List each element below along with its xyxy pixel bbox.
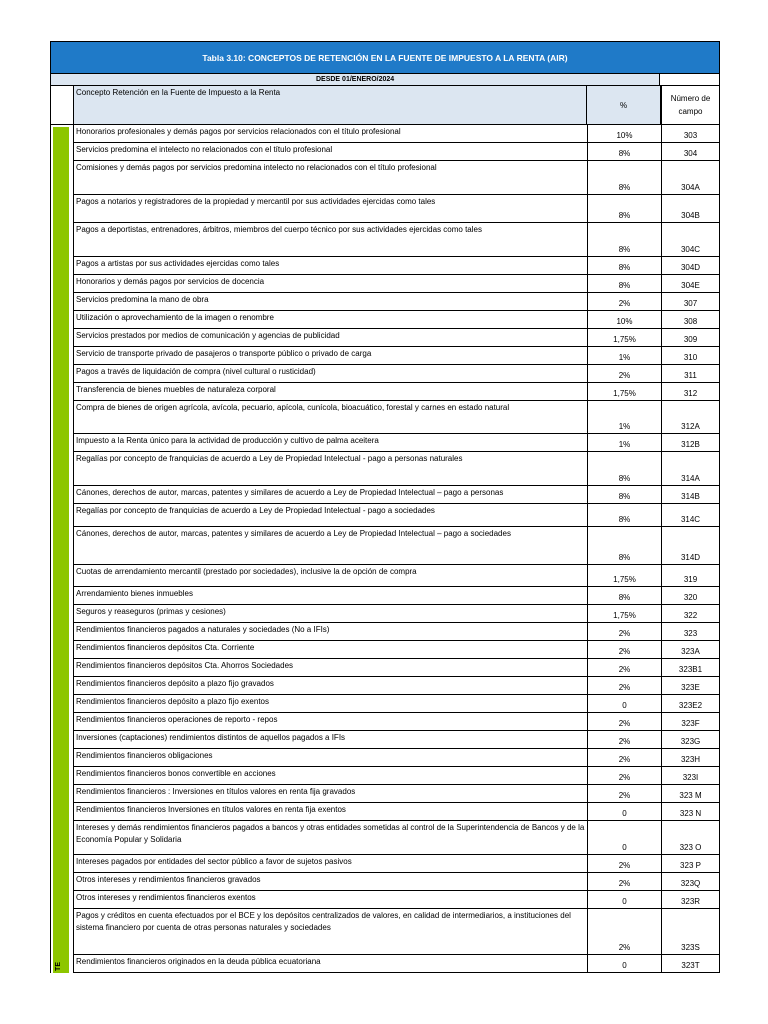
concept-cell: Rendimientos financieros depósito a plazo fijo gravados — [73, 677, 587, 695]
table-row — [73, 401, 720, 434]
field-number-cell: 323 O — [661, 821, 720, 855]
concept-cell: Servicios predomina el intelecto no relacionados con el título profesional — [73, 143, 587, 161]
table-row — [73, 125, 720, 143]
field-number-cell: 310 — [661, 347, 720, 365]
concept-cell: Rendimientos financieros depósitos Cta. Ahorros Sociedades — [73, 659, 587, 677]
concept-cell: Intereses y demás rendimientos financieros pagados a bancos y otras entidades sometidas al control de la Superintendencia de Bancos y de la Economía Popular y Solidaria — [73, 821, 587, 855]
percent-cell: 8% — [587, 486, 661, 504]
concept-cell: Compra de bienes de origen agrícola, avícola, pecuario, apícola, cunícola, bioacuático, forestal y carnes en estado natural — [73, 401, 587, 434]
table-row — [73, 749, 720, 767]
percent-cell: 2% — [587, 677, 661, 695]
percent-cell: 2% — [587, 713, 661, 731]
percent-cell: 2% — [587, 731, 661, 749]
table-row — [73, 891, 720, 909]
table-row — [73, 329, 720, 347]
concept-cell: Rendimientos financieros pagados a naturales y sociedades (No a IFIs) — [73, 623, 587, 641]
field-number-cell: 323Q — [661, 873, 720, 891]
percent-cell: 2% — [587, 641, 661, 659]
field-number-cell: 304D — [661, 257, 720, 275]
percent-cell: 8% — [587, 143, 661, 161]
field-number-cell: 320 — [661, 587, 720, 605]
concept-cell: Impuesto a la Renta único para la actividad de producción y cultivo de palma aceitera — [73, 434, 587, 452]
header-field-number: Número de campo — [661, 86, 720, 125]
percent-cell: 0 — [587, 821, 661, 855]
percent-cell: 1% — [587, 434, 661, 452]
concept-cell: Seguros y reaseguros (primas y cesiones) — [73, 605, 587, 623]
percent-cell: 2% — [587, 749, 661, 767]
percent-cell: 0 — [587, 695, 661, 713]
table-row — [73, 695, 720, 713]
concept-cell: Regalías por concepto de franquicias de acuerdo a Ley de Propiedad Intelectual - pago a personas naturales — [73, 452, 587, 486]
table-row — [73, 909, 720, 955]
table-row — [73, 855, 720, 873]
field-number-cell: 323G — [661, 731, 720, 749]
table-title: Tabla 3.10: CONCEPTOS DE RETENCIÓN EN LA FUENTE DE IMPUESTO A LA RENTA (AIR) — [50, 41, 720, 74]
concept-cell: Otros intereses y rendimientos financieros exentos — [73, 891, 587, 909]
percent-cell: 2% — [587, 365, 661, 383]
percent-cell: 10% — [587, 311, 661, 329]
table-row — [73, 623, 720, 641]
category-green-bar — [53, 127, 69, 973]
field-number-cell: 304C — [661, 223, 720, 257]
percent-cell: 8% — [587, 161, 661, 195]
table-row — [73, 143, 720, 161]
field-number-cell: 304A — [661, 161, 720, 195]
field-number-cell: 323I — [661, 767, 720, 785]
table-row — [73, 195, 720, 223]
category-sidebar — [50, 125, 73, 973]
field-number-cell: 314D — [661, 527, 720, 565]
field-number-cell: 323E2 — [661, 695, 720, 713]
table-row — [73, 347, 720, 365]
field-number-cell: 308 — [661, 311, 720, 329]
table-row — [73, 486, 720, 504]
table-row — [73, 731, 720, 749]
concept-cell: Rendimientos financieros Inversiones en títulos valores en renta fija exentos — [73, 803, 587, 821]
percent-cell: 2% — [587, 909, 661, 955]
percent-cell: 2% — [587, 293, 661, 311]
concept-cell: Rendimientos financieros : Inversiones en títulos valores en renta fija gravados — [73, 785, 587, 803]
concept-cell: Pagos y créditos en cuenta efectuados por el BCE y los depósitos centralizados de valores, en calidad de intermediarios, a instituciones del sistema financiero por cuenta de otras personas naturales y sociedades — [73, 909, 587, 955]
field-number-cell: 312B — [661, 434, 720, 452]
category-label: TE — [55, 962, 62, 971]
field-number-cell: 309 — [661, 329, 720, 347]
table-row — [73, 605, 720, 623]
field-number-cell: 323 N — [661, 803, 720, 821]
concept-cell: Pagos a notarios y registradores de la propiedad y mercantil por sus actividades ejercidas como tales — [73, 195, 587, 223]
table-row — [73, 223, 720, 257]
percent-cell: 2% — [587, 873, 661, 891]
date-row-blank — [660, 74, 719, 86]
concept-cell: Rendimientos financieros operaciones de reporto - repos — [73, 713, 587, 731]
field-number-cell: 312A — [661, 401, 720, 434]
table-row — [73, 434, 720, 452]
table-row — [73, 383, 720, 401]
field-number-cell: 323 — [661, 623, 720, 641]
header-side-blank — [50, 86, 73, 125]
percent-cell: 1,75% — [587, 383, 661, 401]
table-row — [73, 785, 720, 803]
field-number-cell: 323B1 — [661, 659, 720, 677]
field-number-cell: 323E — [661, 677, 720, 695]
concept-cell: Intereses pagados por entidades del sector público a favor de sujetos pasivos — [73, 855, 587, 873]
concept-cell: Cánones, derechos de autor, marcas, patentes y similares de acuerdo a Ley de Propiedad Intelectual – pago a personas — [73, 486, 587, 504]
percent-cell: 0 — [587, 803, 661, 821]
field-number-cell: 311 — [661, 365, 720, 383]
percent-cell: 1,75% — [587, 605, 661, 623]
percent-cell: 8% — [587, 223, 661, 257]
concept-cell: Cánones, derechos de autor, marcas, patentes y similares de acuerdo a Ley de Propiedad Intelectual – pago a sociedades — [73, 527, 587, 565]
concept-cell: Honorarios profesionales y demás pagos por servicios relacionados con el título profesional — [73, 125, 587, 143]
field-number-cell: 323T — [661, 955, 720, 973]
field-number-cell: 323F — [661, 713, 720, 731]
table-row — [73, 527, 720, 565]
concept-cell: Servicios predomina la mano de obra — [73, 293, 587, 311]
table-row — [73, 677, 720, 695]
table-row — [73, 873, 720, 891]
table-row — [73, 311, 720, 329]
table-row — [73, 803, 720, 821]
percent-cell: 8% — [587, 504, 661, 527]
percent-cell: 8% — [587, 452, 661, 486]
concept-cell: Honorarios y demás pagos por servicios de docencia — [73, 275, 587, 293]
table-row — [73, 955, 720, 973]
field-number-cell: 304 — [661, 143, 720, 161]
field-number-cell: 319 — [661, 565, 720, 587]
percent-cell: 8% — [587, 587, 661, 605]
percent-cell: 1,75% — [587, 329, 661, 347]
retention-table — [50, 41, 720, 973]
percent-cell: 2% — [587, 659, 661, 677]
field-number-cell: 323A — [661, 641, 720, 659]
field-number-cell: 323 P — [661, 855, 720, 873]
header-concept: Concepto Retención en la Fuente de Impuesto a la Renta — [73, 86, 587, 125]
table-row — [73, 504, 720, 527]
percent-cell: 2% — [587, 785, 661, 803]
concept-cell: Rendimientos financieros bonos convertible en acciones — [73, 767, 587, 785]
percent-cell: 2% — [587, 767, 661, 785]
table-row — [73, 365, 720, 383]
field-number-cell: 314C — [661, 504, 720, 527]
header-percent: % — [587, 86, 661, 125]
concept-cell: Rendimientos financieros obligaciones — [73, 749, 587, 767]
field-number-cell: 314B — [661, 486, 720, 504]
concept-cell: Arrendamiento bienes inmuebles — [73, 587, 587, 605]
table-row — [73, 452, 720, 486]
field-number-cell: 303 — [661, 125, 720, 143]
concept-cell: Servicio de transporte privado de pasajeros o transporte público o privado de carga — [73, 347, 587, 365]
field-number-cell: 323 M — [661, 785, 720, 803]
table-body — [50, 125, 720, 973]
table-row — [73, 767, 720, 785]
field-number-cell: 323S — [661, 909, 720, 955]
table-row — [73, 821, 720, 855]
concept-cell: Cuotas de arrendamiento mercantil (prestado por sociedades), inclusive la de opción de compra — [73, 565, 587, 587]
field-number-cell: 312 — [661, 383, 720, 401]
percent-cell: 8% — [587, 257, 661, 275]
table-row — [73, 161, 720, 195]
concept-cell: Inversiones (captaciones) rendimientos distintos de aquellos pagados a IFIs — [73, 731, 587, 749]
table-header — [50, 86, 720, 125]
concept-cell: Pagos a través de liquidación de compra (nivel cultural o rusticidad) — [73, 365, 587, 383]
table-row — [73, 275, 720, 293]
concept-cell: Rendimientos financieros originados en la deuda pública ecuatoriana — [73, 955, 587, 973]
concept-cell: Rendimientos financieros depósitos Cta. Corriente — [73, 641, 587, 659]
percent-cell: 2% — [587, 623, 661, 641]
percent-cell: 1,75% — [587, 565, 661, 587]
table-row — [73, 565, 720, 587]
field-number-cell: 307 — [661, 293, 720, 311]
percent-cell: 8% — [587, 275, 661, 293]
table-row — [73, 257, 720, 275]
percent-cell: 8% — [587, 195, 661, 223]
table-row — [73, 713, 720, 731]
concept-cell: Pagos a artistas por sus actividades ejercidas como tales — [73, 257, 587, 275]
concept-cell: Pagos a deportistas, entrenadores, árbitros, miembros del cuerpo técnico por sus actividades ejercidas como tales — [73, 223, 587, 257]
table-row — [73, 659, 720, 677]
concept-cell: Rendimientos financieros depósito a plazo fijo exentos — [73, 695, 587, 713]
percent-cell: 2% — [587, 855, 661, 873]
table-row — [73, 293, 720, 311]
concept-cell: Utilización o aprovechamiento de la imagen o renombre — [73, 311, 587, 329]
percent-cell: 10% — [587, 125, 661, 143]
field-number-cell: 323R — [661, 891, 720, 909]
field-number-cell: 304E — [661, 275, 720, 293]
percent-cell: 1% — [587, 347, 661, 365]
percent-cell: 1% — [587, 401, 661, 434]
date-label: DESDE 01/ENERO/2024 — [51, 74, 660, 86]
table-row — [73, 587, 720, 605]
date-row — [50, 74, 720, 86]
percent-cell: 8% — [587, 527, 661, 565]
concept-cell: Comisiones y demás pagos por servicios predomina intelecto no relacionados con el título profesional — [73, 161, 587, 195]
percent-cell: 0 — [587, 891, 661, 909]
field-number-cell: 304B — [661, 195, 720, 223]
concept-cell: Servicios prestados por medios de comunicación y agencias de publicidad — [73, 329, 587, 347]
field-number-cell: 323H — [661, 749, 720, 767]
concept-cell: Regalías por concepto de franquicias de acuerdo a Ley de Propiedad Intelectual - pago a sociedades — [73, 504, 587, 527]
field-number-cell: 322 — [661, 605, 720, 623]
table-row — [73, 641, 720, 659]
concept-cell: Transferencia de bienes muebles de naturaleza corporal — [73, 383, 587, 401]
field-number-cell: 314A — [661, 452, 720, 486]
concept-cell: Otros intereses y rendimientos financieros gravados — [73, 873, 587, 891]
percent-cell: 0 — [587, 955, 661, 973]
